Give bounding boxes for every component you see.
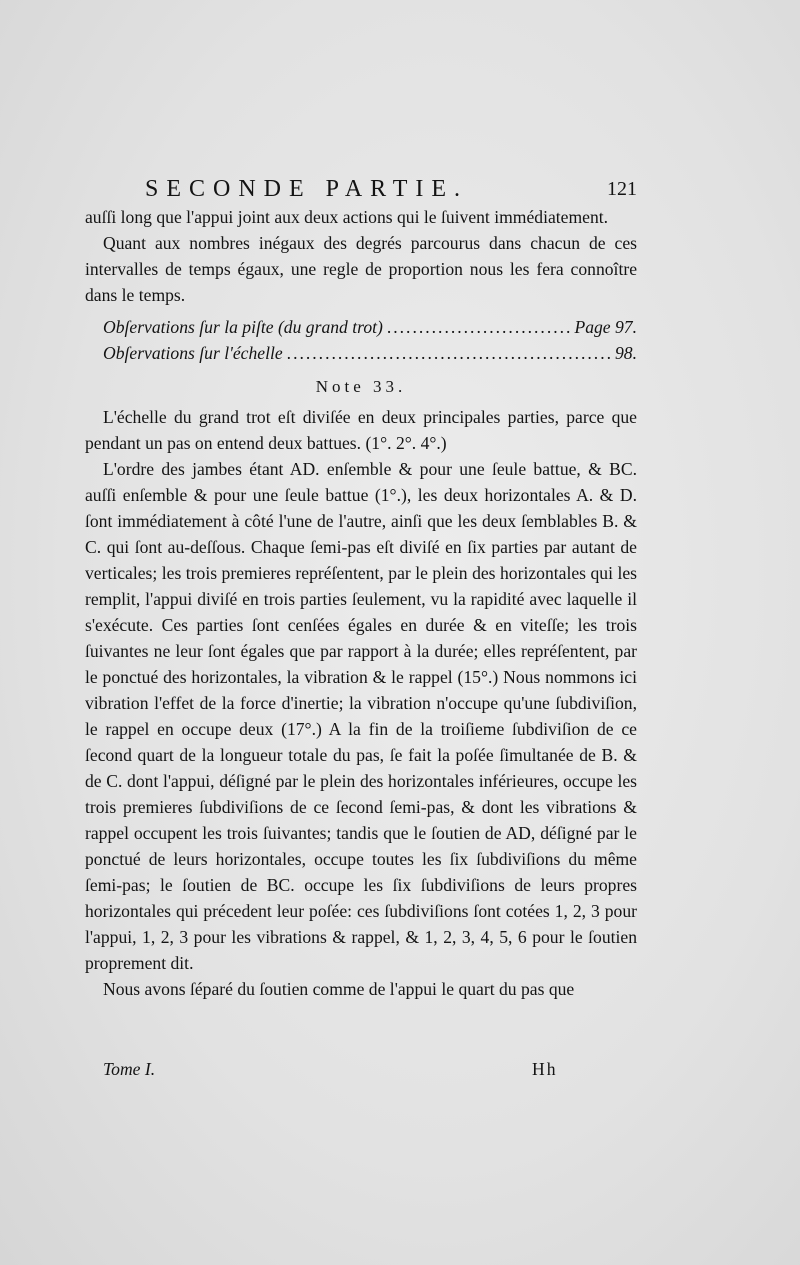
observation-page: 98.	[615, 343, 637, 363]
page-number: 121	[607, 178, 637, 200]
signature-mark: Hh	[532, 1059, 558, 1079]
page-header	[85, 172, 637, 206]
observation-page: Page 97.	[574, 317, 637, 337]
note-title: Note 33.	[315, 377, 407, 396]
paragraph-note-last: Nous avons ſéparé du ſoutien comme de l'appui le quart du pas que	[103, 979, 575, 999]
page-body	[85, 204, 637, 1002]
observation-label: Obſervations ſur l'échelle	[103, 343, 283, 363]
volume-label: Tome I.	[103, 1059, 156, 1079]
running-head: SECONDE PARTIE.	[145, 176, 469, 202]
paragraph-note-intro: L'échelle du grand trot eſt diviſée en deux principales parties, parce que pendant un pas on entend deux battues. (1°. 2°. 4°.)	[85, 407, 637, 453]
observation-label: Obſervations ſur la piſte (du grand trot)	[103, 317, 383, 337]
page-footer	[85, 1056, 637, 1082]
observations-list	[85, 314, 637, 366]
paragraph-continued: auſſi long que l'appui joint aux deux actions qui le ſuivent immédiatement.	[85, 207, 609, 227]
dot-leader	[287, 340, 611, 366]
paragraph-note-main: L'ordre des jambes étant AD. enſemble & pour une ſeule battue, & BC. auſſi enſemble & pour une ſeule battue (1°.), les deux horizontales A. & D. ſont immédiatement à côté l'une de l'autre, ainſi que les deux ſemblables B. & C. qui ſont au-deſſous. Chaque ſemi-pas eſt diviſé en ſix parties par autant de verticales; les trois premieres repréſentent, par le plein des horizontales qui les remplit, l'appui diviſé en trois parties ſeulement, vu la rapidité avec laquelle il s'exécute. Ces parties ſont cenſées égales en durée & en viteſſe; les trois ſuivantes ne leur ſont égales que par rapport à la durée; elles repréſentent, par le ponctué des horizontales, la vibration & le rappel (15°.) Nous nommons ici vibration l'effet de la force d'inertie; la vibration n'occupe qu'une ſubdiviſion, le rappel en occupe deux (17°.) A la fin de la troiſieme ſubdiviſion de ce ſecond quart de la longueur totale du pas, ſe fait la poſée ſimultanée de B. & de C. dont l'appui, déſigné par le plein des horizontales inférieures, occupe les trois premieres ſubdiviſions de ce ſecond ſemi-pas, & dont les vibrations & rappel occupent les trois ſuivantes; tandis que le ſoutien de AD, déſigné par le ponctué de leurs horizontales, occupe toutes les ſix ſubdiviſions du même ſemi-pas; le ſoutien de BC. occupe les ſix ſubdiviſions de leurs propres horizontales qui précedent leur poſée: ces ſubdiviſions ſont cotées 1, 2, 3 pour l'appui, 1, 2, 3 pour les vibrations & rappel, & 1, 2, 3, 4, 5, 6 pour le ſoutien proprement dit.	[85, 459, 637, 973]
observation-entry-echelle	[85, 340, 637, 366]
paragraph-proportion: Quant aux nombres inégaux des degrés parcourus dans chacun de ces intervalles de temps égaux, une regle de proportion nous les fera connoître dans le temps.	[85, 233, 637, 305]
observation-entry-piste	[85, 314, 637, 340]
dot-leader	[387, 314, 571, 340]
